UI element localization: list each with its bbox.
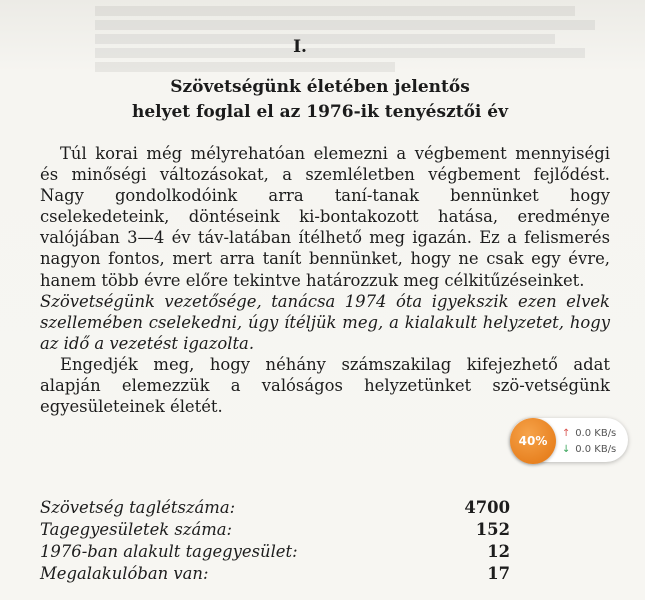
section-heading	[60, 75, 580, 125]
cpu-usage-badge[interactable]: 40%	[510, 418, 556, 464]
stats-list	[40, 497, 510, 585]
network-speed-readout	[562, 426, 626, 458]
upload-speed: 0.0 KB/s	[575, 428, 617, 439]
heading-line-1: Szövetségünk életében jelentős	[170, 77, 470, 97]
stat-value: 17	[487, 564, 510, 583]
stat-row	[40, 519, 510, 541]
chapter-number: I.	[293, 37, 307, 57]
stat-value: 12	[487, 542, 510, 561]
body-text	[40, 143, 610, 417]
stat-label: Tagegyesületek száma:	[40, 520, 233, 539]
upload-row	[562, 426, 626, 442]
paragraph-2: Szövetségünk vezetősége, tanácsa 1974 óta igyekszik ezen elvek szellemében cselekedni, úgy ítéljük meg, a kialakult helyzetet, hogy az idő a vezetést igazolta.	[40, 291, 610, 353]
stat-value: 152	[475, 520, 510, 539]
arrow-up-icon: ↑	[562, 428, 571, 439]
stat-row	[40, 541, 510, 563]
stat-label: 1976-ban alakult tagegyesület:	[40, 542, 298, 561]
download-speed: 0.0 KB/s	[575, 444, 617, 455]
heading-line-2: helyet foglal el az 1976-ik tenyésztői év	[131, 102, 508, 122]
stat-label: Megalakulóban van:	[40, 564, 209, 583]
paragraph-3: Engedjék meg, hogy néhány számszakilag kifejezhető adat alapján elemezzük a valóságos helyzetünket szö-vetségünk egyesületeinek életét.	[40, 354, 610, 417]
arrow-down-icon: ↓	[562, 444, 571, 455]
stat-label: Szövetség taglétszáma:	[40, 498, 236, 517]
stat-row	[40, 563, 510, 585]
download-row	[562, 442, 626, 458]
stat-value: 4700	[464, 498, 510, 517]
stat-row	[40, 497, 510, 519]
paragraph-1: Túl korai még mélyrehatóan elemezni a végbement mennyiségi és minőségi változásokat, a szemléletben végbement fejlődést. Nagy gondolkodóink arra taní-tanak bennünket hogy cselekedeteink, döntéseink ki-bontakozott hatása, eredménye valójában 3—4 év táv-latában ítélhető meg igazán. Ez a felismerés nagyon fontos, mert arra tanít bennünket, hogy ne csak egy évre, hanem több évre előre tekintve határozzuk meg célkitűzéseinket.	[40, 144, 610, 290]
